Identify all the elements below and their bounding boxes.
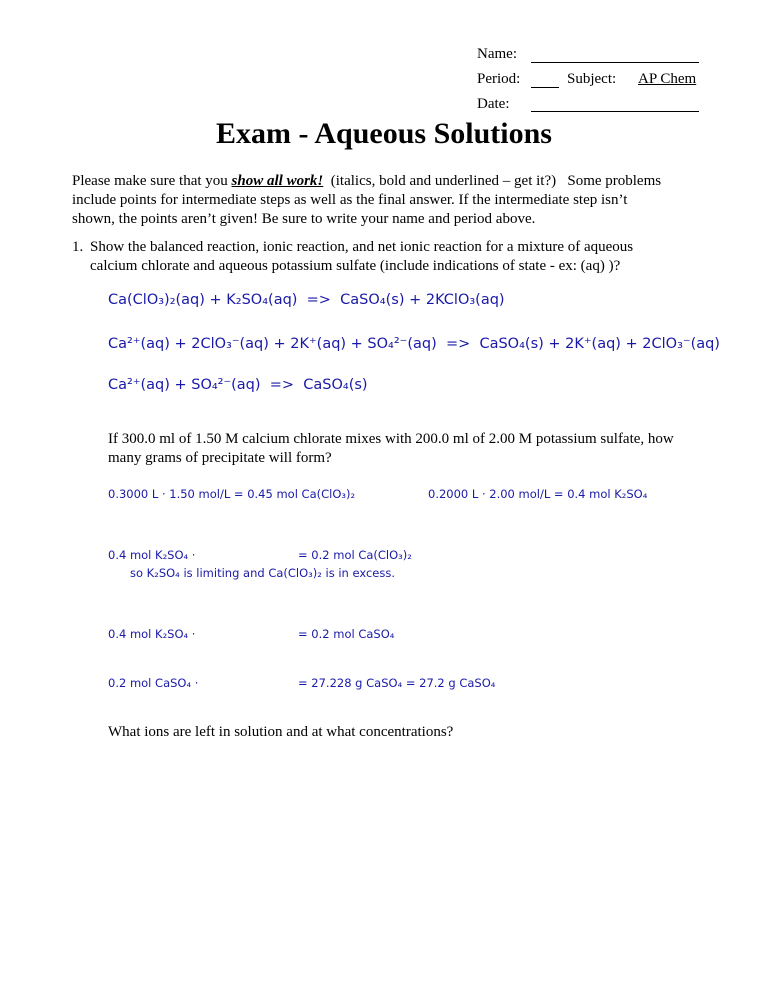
calc-precipitate-moles-left: 0.4 mol K₂SO₄ · <box>108 627 196 641</box>
subject-label: Subject: <box>567 71 617 87</box>
question-1-line-1: Show the balanced reaction, ionic reaction, and net ionic reaction for a mixture of aqueous <box>90 239 634 255</box>
question-2-line-1: If 300.0 ml of 1.50 M calcium chlorate mixes with 200.0 ml of 2.00 M potassium sulfate, how <box>108 431 674 447</box>
question-2-line-2: many grams of precipitate will form? <box>108 450 332 466</box>
period-label: Period: <box>477 71 521 87</box>
calc-limiting-left: 0.4 mol K₂SO₄ · <box>108 548 196 562</box>
date-field[interactable] <box>531 111 699 112</box>
calc-precipitate-mass-left: 0.2 mol CaSO₄ · <box>108 676 199 690</box>
instructions-line-1 <box>72 172 702 191</box>
net-ionic-reaction: Ca²⁺(aq) + SO₄²⁻(aq) => CaSO₄(s) <box>108 377 368 393</box>
calc-precipitate-moles-right: = 0.2 mol CaSO₄ <box>298 627 395 641</box>
calc-precipitate-mass-right: = 27.228 g CaSO₄ = 27.2 g CaSO₄ <box>298 676 496 690</box>
name-field[interactable] <box>531 62 699 63</box>
question-1-line-2: calcium chlorate and aqueous potassium sulfate (include indications of state - ex: (aq) )? <box>90 258 621 274</box>
instructions-rest: (italics, bold and underlined – get it?) Some problems <box>323 173 662 189</box>
calc-moles-potassium-sulfate: 0.2000 L · 2.00 mol/L = 0.4 mol K₂SO₄ <box>428 487 648 501</box>
subject-value: AP Chem <box>638 71 697 87</box>
period-field[interactable] <box>531 87 559 88</box>
question-number: 1. <box>72 239 84 255</box>
calc-moles-calcium-chlorate: 0.3000 L · 1.50 mol/L = 0.45 mol Ca(ClO₃)₂ <box>108 487 356 501</box>
ionic-reaction: Ca²⁺(aq) + 2ClO₃⁻(aq) + 2K⁺(aq) + SO₄²⁻(aq) => CaSO₄(s) + 2K⁺(aq) + 2ClO₃⁻(aq) <box>108 336 720 352</box>
question-3: What ions are left in solution and at what concentrations? <box>108 724 454 740</box>
balanced-reaction: Ca(ClO₃)₂(aq) + K₂SO₄(aq) => CaSO₄(s) + 2KClO₃(aq) <box>108 292 505 308</box>
page-title: Exam - Aqueous Solutions <box>216 117 552 150</box>
instructions-emphasis: show all work! <box>231 173 324 189</box>
instructions-line-3: shown, the points aren’t given! Be sure to write your name and period above. <box>72 211 536 227</box>
name-label: Name: <box>477 46 517 62</box>
limiting-reagent-note: so K₂SO₄ is limiting and Ca(ClO₃)₂ is in excess. <box>130 566 396 580</box>
instructions-paragraph <box>72 172 702 229</box>
instructions-lead: Please make sure that you <box>72 173 232 189</box>
date-label: Date: <box>477 96 510 112</box>
instructions-line-2: include points for intermediate steps as well as the final answer. If the intermediate step isn’t <box>72 192 628 208</box>
calc-limiting-right: = 0.2 mol Ca(ClO₃)₂ <box>298 548 412 562</box>
